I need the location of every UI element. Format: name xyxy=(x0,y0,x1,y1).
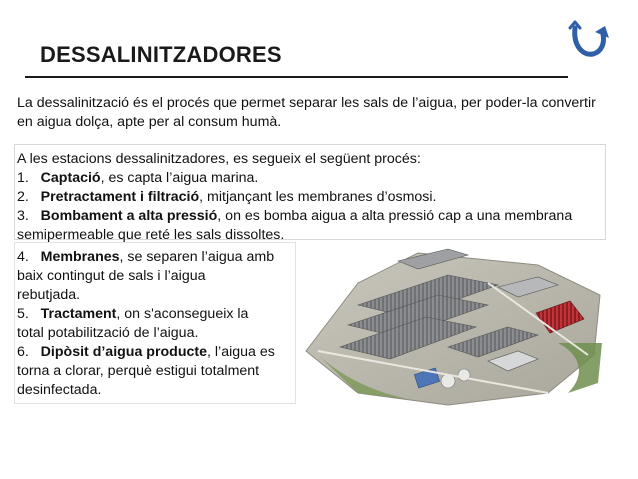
process-heading: A les estacions dessalinitzadores, es segueix el següent procés: xyxy=(17,151,421,167)
step-6-continuation: torna a clorar, perquè estigui totalment xyxy=(17,363,260,379)
step-5-continuation: total potabilització de l’aigua. xyxy=(17,325,199,341)
step-2 xyxy=(17,188,617,207)
step-description: , mitjançant les membranes d’osmosi. xyxy=(199,189,437,205)
step-name: Dipòsit d’aigua producte xyxy=(40,344,207,360)
step-3-continuation: semipermeable que reté les sals dissoltes. xyxy=(17,227,285,243)
step-description: , se separen l’aigua amb xyxy=(119,249,275,265)
intro-paragraph xyxy=(17,94,617,132)
step-description: , on s'aconsegueix la xyxy=(116,306,249,322)
step-description: , on es bomba aigua a alta pressió cap a una membrana xyxy=(217,208,573,224)
step-number: 2. xyxy=(17,189,29,205)
step-name: Pretractament i filtració xyxy=(40,189,200,205)
slide-title: DESSALINITZADORES xyxy=(40,42,282,67)
step-6 xyxy=(17,343,292,362)
step-name: Bombament a alta pressió xyxy=(40,208,218,224)
step-4-continuation: baix contingut de sals i l’aigua xyxy=(17,268,206,284)
step-4-continuation: rebutjada. xyxy=(17,287,81,303)
step-1 xyxy=(17,169,617,188)
step-description: , es capta l’aigua marina. xyxy=(100,170,259,186)
step-3 xyxy=(17,207,617,226)
process-steps-4-6 xyxy=(17,248,292,400)
step-6-continuation: desinfectada. xyxy=(17,382,102,398)
step-number: 1. xyxy=(17,170,29,186)
step-name: Captació xyxy=(40,170,101,186)
step-name: Membranes xyxy=(40,249,120,265)
step-number: 6. xyxy=(17,344,29,360)
desalination-plant-illustration xyxy=(298,243,620,409)
step-number: 4. xyxy=(17,249,29,265)
intro-line: La dessalinització és el procés que permet separar les sals de l’aigua, per poder-la convertir xyxy=(17,95,596,111)
title-underline xyxy=(25,76,568,78)
step-description: , l’aigua es xyxy=(207,344,275,360)
return-arrow-icon[interactable] xyxy=(565,18,613,60)
step-5 xyxy=(17,305,292,324)
step-name: Tractament xyxy=(40,306,117,322)
step-4 xyxy=(17,248,292,267)
process-steps-1-3 xyxy=(17,150,617,245)
step-number: 3. xyxy=(17,208,29,224)
intro-line: en aigua dolça, apte per al consum humà. xyxy=(17,114,282,130)
step-number: 5. xyxy=(17,306,29,322)
